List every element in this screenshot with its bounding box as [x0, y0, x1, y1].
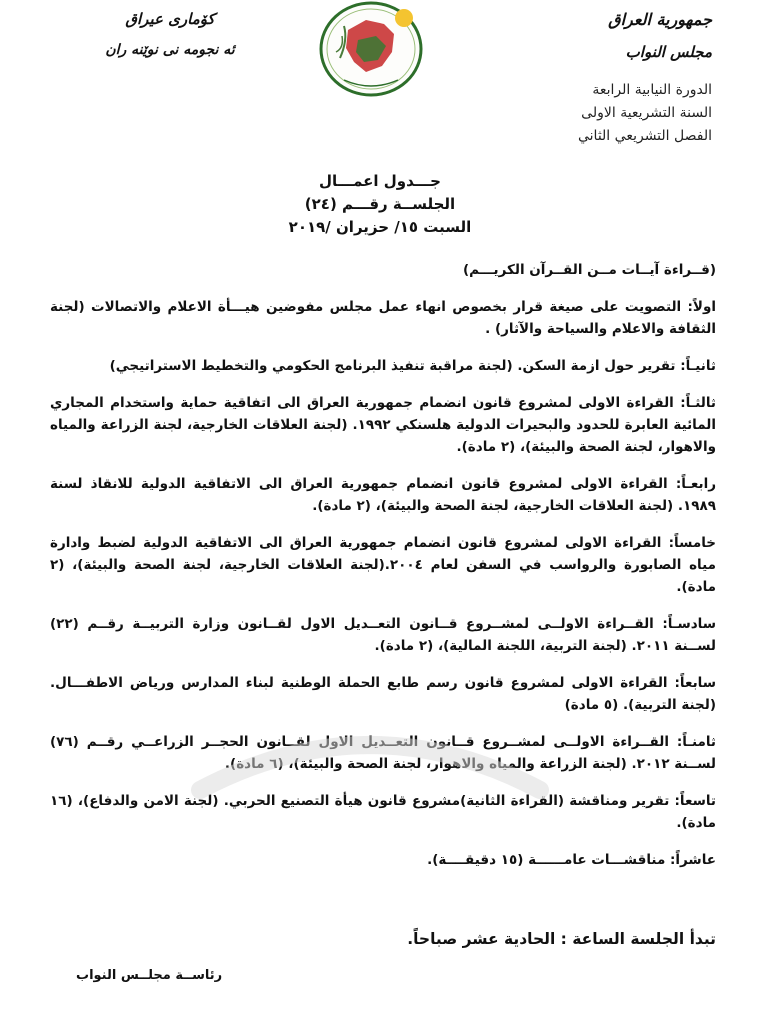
presidency-signature: رئاســة مجلــس النواب — [76, 968, 223, 983]
country-name-kurdish: كۆماری عیراق — [125, 10, 215, 28]
agenda-heading: جـــدول اعمـــال — [319, 172, 441, 190]
session-start-time: تبدأ الجلسة الساعة : الحادية عشر صباحاً. — [407, 930, 716, 948]
header-kurdish — [60, 10, 280, 58]
agenda-item-6: سادسـاً: القــراءة الاولــى لمشــروع قــانون التعــديل الاول لقــانون وزارة التربيــة رقــم (٢٢) لســنة ٢٠١١. (لجنة التربية، اللجنة المالية)، (٢ مادة). — [50, 616, 716, 654]
legislative-chapter: الفصل التشريعي الثاني — [577, 128, 712, 144]
agenda-item-2: ثانيـاً: تقرير حول ازمة السكن. (لجنة مراقبة تنفيذ البرنامج الحكومي والتخطيط الاستراتيجي) — [109, 358, 716, 374]
parliament-emblem-logo — [318, 0, 424, 98]
legislative-year: السنة التشريعية الاولى — [581, 105, 712, 121]
opening-quran-recitation: (قــراءة آيــات مــن القــرآن الكريـــم) — [462, 262, 716, 278]
country-name: جمهورية العراق — [608, 10, 712, 29]
header-arabic — [472, 6, 712, 148]
agenda-item-9: تاسعاً: تقرير ومناقشة (القراءة الثانية)مشروع قانون هيأة التصنيع الحربي. (لجنة الامن والدفاع)، (١٦ مادة). — [50, 793, 716, 831]
watermark-stamp — [180, 690, 560, 810]
council-name-kurdish: ئه نجومه نی نوێنه ران — [105, 42, 235, 58]
agenda-item-10: عاشراً: مناقشـــات عامــــــة (١٥ دقيقــــة). — [427, 852, 716, 868]
session-date: السبت ١٥/ حزيران /٢٠١٩ — [288, 218, 472, 236]
agenda-item-3: ثالثـاً: القراءة الاولى لمشروع قانون انضمام جمهورية العراق الى اتفاقية حماية واستخدام المجاري المائية العابرة للحدود والبحيرات الدولية هلسنكي ١٩٩٢. (لجنة العلاقات الخارجية، لجنة الزراعة والمياه والاهوار، لجنة الصحة والبيئة)، (٢ مادة). — [50, 395, 716, 455]
agenda-item-7: سابعاً: القراءة الاولى لمشروع قانون رسم طابع الحملة الوطنية لبناء المدارس ورياض الاطفـــال. (لجنة التربية). (٥ مادة) — [50, 675, 716, 713]
agenda-title-block — [180, 170, 580, 239]
agenda-item-1: اولاً: التصويت على صيغة قرار بخصوص انهاء عمل مجلس مفوضين هيـــأة الاعلام والاتصالات (لجنة الثقافة والاعلام والسياحة والآثار) . — [50, 299, 716, 337]
session-number: الجلســة رقـــم (٢٤) — [304, 195, 456, 213]
agenda-item-4: رابعـاً: القراءة الاولى لمشروع قانون انضمام جمهورية العراق الى الاتفاقية الدولية للانقاذ لسنة ١٩٨٩. (لجنة العلاقات الخارجية، لجنة الصحة والبيئة)، (٢ مادة). — [50, 476, 716, 514]
agenda-item-8: ثامنـاً: القــراءة الاولــى لمشــروع قــانون التعــديل الاول لقــانون الحجــر الزراعــي رقــم (٧٦) لســنة ٢٠١٢. (لجنة الزراعة والمياه والاهوار، لجنة الصحة والبيئة)، (٦ مادة). — [50, 734, 716, 772]
council-name: مجلس النواب — [625, 43, 712, 61]
agenda-item-5: خامساً: القراءة الاولى لمشروع قانون انضمام جمهورية العراق الى الاتفاقية الدولية لضبط وادارة مياه الصابورة والرواسب في السفن لعام ٢٠٠٤.(لجنة العلاقات الخارجية، لجنة الصحة والبيئة)، (٢ مادة). — [50, 535, 716, 595]
session-term: الدورة النيابية الرابعة — [592, 82, 712, 98]
